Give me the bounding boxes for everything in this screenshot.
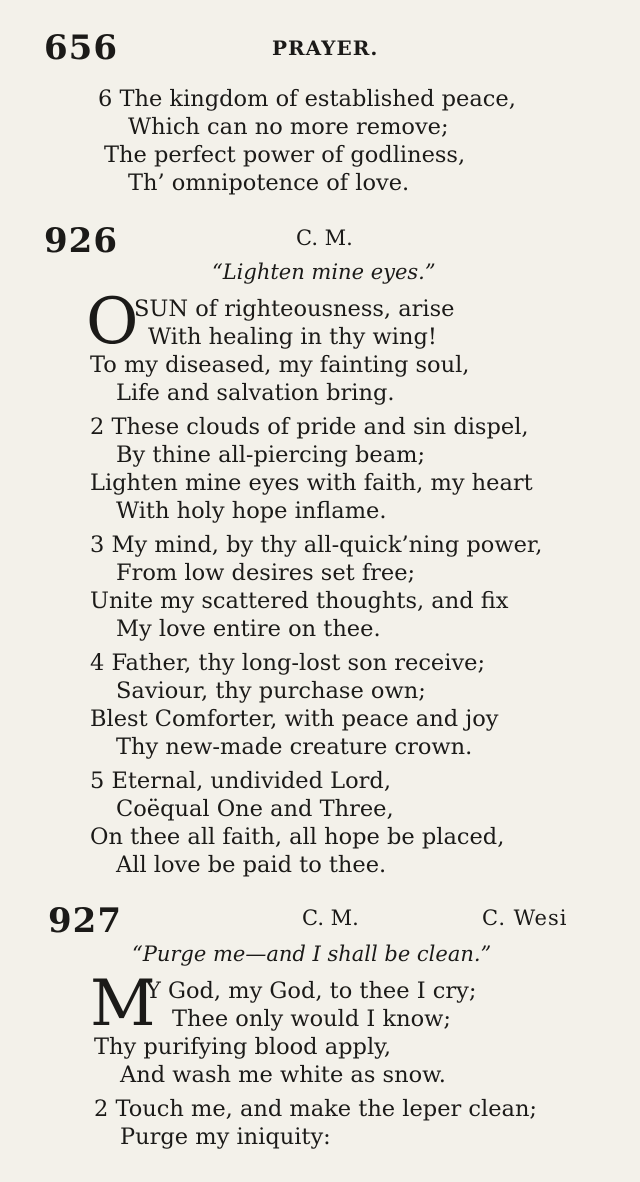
stanza-line: All love be paid to thee.	[116, 852, 387, 878]
stanza-line: By thine all-piercing beam;	[116, 442, 426, 468]
hymn-meter: C. M.	[296, 226, 353, 250]
stanza-line: Lighten mine eyes with faith, my heart	[90, 470, 533, 496]
hymn-epigraph: “Lighten mine eyes.”	[212, 260, 436, 284]
stanza-line: Purge my iniquity:	[120, 1124, 331, 1150]
hymn-number: 927	[48, 901, 122, 941]
stanza-line: With holy hope inflame.	[116, 498, 387, 524]
stanza-line: The perfect power of godliness,	[104, 142, 466, 168]
stanza-line: My love entire on thee.	[116, 616, 381, 642]
hymn-meter: C. M.	[302, 906, 359, 930]
hymn-number: 926	[44, 221, 118, 261]
stanza-line: Thy purifying blood apply,	[94, 1034, 392, 1060]
page-number: 656	[44, 28, 118, 68]
page-header	[44, 28, 604, 68]
stanza-line: Thy new-made creature crown.	[116, 734, 473, 760]
stanza-line: 5 Eternal, undivided Lord,	[90, 768, 391, 794]
stanza-line: 2 Touch me, and make the leper clean;	[94, 1096, 538, 1122]
stanza-line: Which can no more remove;	[128, 114, 449, 140]
stanza-line: With healing in thy wing!	[148, 324, 437, 350]
stanza-line: On thee all faith, all hope be placed,	[90, 824, 505, 850]
stanza-line: Life and salvation bring.	[116, 380, 395, 406]
stanza-line: SUN of righteousness, arise	[134, 296, 455, 322]
hymn-author: C. Wesi	[482, 906, 568, 930]
stanza-line: 2 These clouds of pride and sin dispel,	[90, 414, 529, 440]
running-head: PRAYER.	[272, 36, 379, 60]
stanza-line: 4 Father, thy long-lost son receive;	[90, 650, 486, 676]
stanza-line: Blest Comforter, with peace and joy	[90, 706, 499, 732]
stanza-line: From low desires set free;	[116, 560, 416, 586]
drop-cap: O	[86, 285, 139, 359]
stanza-line: 3 My mind, by thy all-quick’ning power,	[90, 532, 543, 558]
stanza-line: Unite my scattered thoughts, and fix	[90, 588, 509, 614]
stanza-line: Saviour, thy purchase own;	[116, 678, 426, 704]
stanza-line: Y God, my God, to thee I cry;	[146, 978, 477, 1004]
stanza-line: Coëqual One and Three,	[116, 796, 394, 822]
hymn-epigraph: “Purge me—and I shall be clean.”	[132, 942, 492, 966]
stanza-line: And wash me white as snow.	[120, 1062, 446, 1088]
stanza-line: 6 The kingdom of established peace,	[98, 86, 516, 112]
stanza-line: Thee only would I know;	[172, 1006, 451, 1032]
drop-cap: M	[90, 967, 156, 1041]
stanza-line: To my diseased, my fainting soul,	[90, 352, 470, 378]
stanza-line: Th’ omnipotence of love.	[128, 170, 410, 196]
